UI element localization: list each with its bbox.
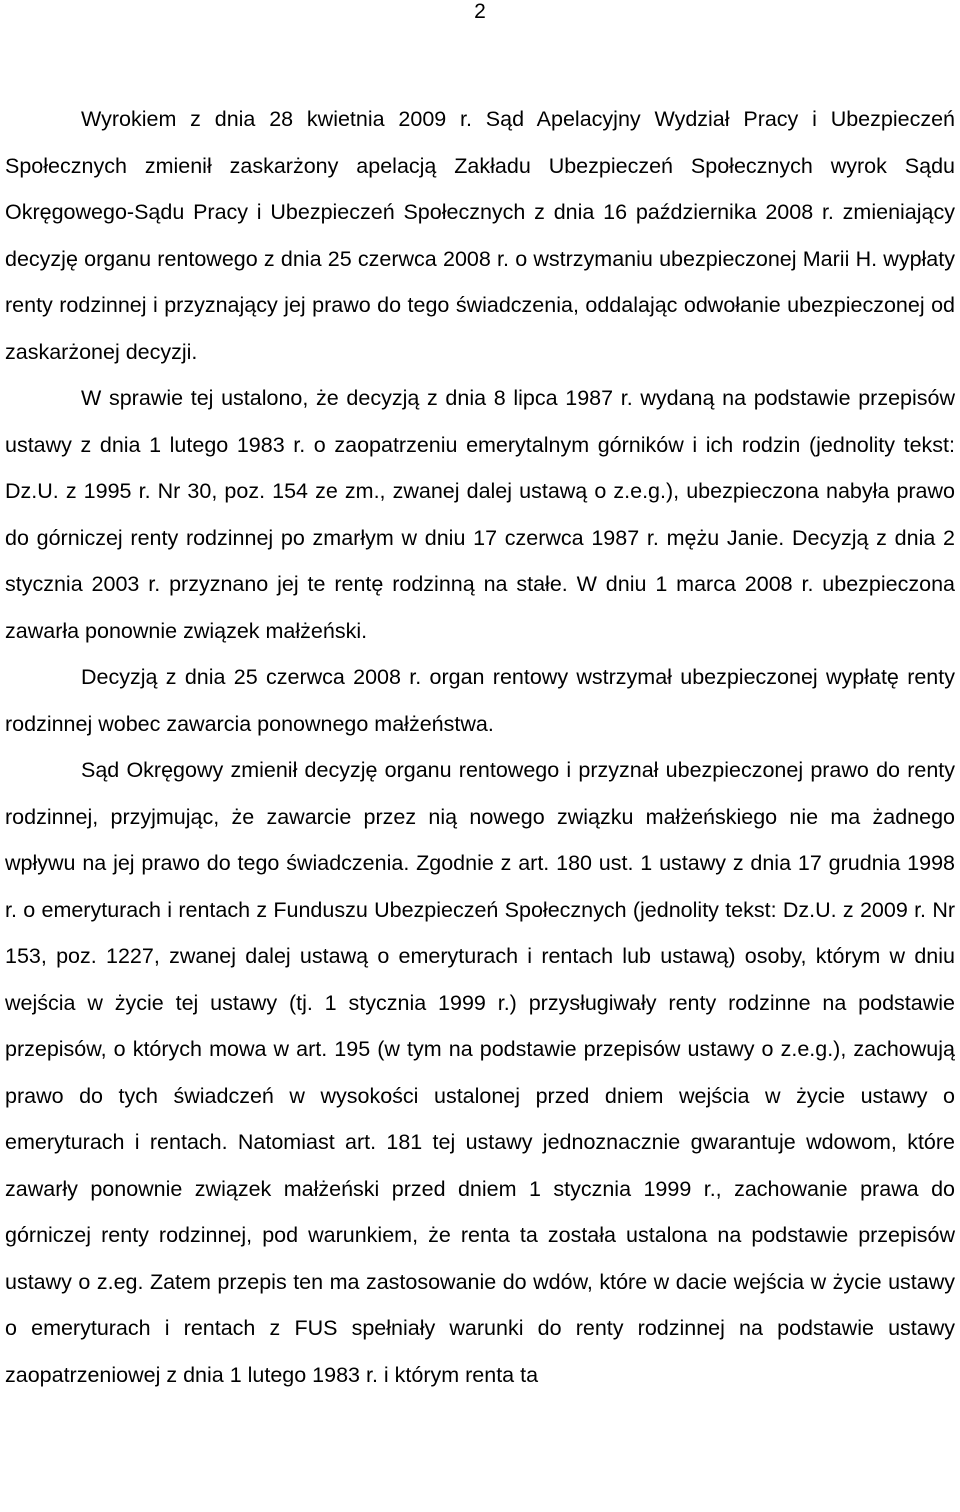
paragraph-judgment: Wyrokiem z dnia 28 kwietnia 2009 r. Sąd Apelacyjny Wydział Pracy i Ubezpieczeń Społecznych zmienił zaskarżony apelacją Zakładu Ubezpieczeń Społecznych wyrok Sądu Okręgowego-Sądu Pracy i Ubezpieczeń Społecznych z dnia 16 października 2008 r. zmieniający decyzję organu rentowego z dnia 25 czerwca 2008 r. o wstrzymaniu ubezpieczonej Marii H. wypłaty renty rodzinnej i przyznający jej prawo do tego świadczenia, oddalając odwołanie ubezpieczonej od zaskarżonej decyzji. (5, 107, 955, 364)
paragraph-decision: Decyzją z dnia 25 czerwca 2008 r. organ rentowy wstrzymał ubezpieczonej wypłatę renty rodzinnej wobec zawarcia ponownego małżeństwa. (5, 665, 955, 736)
paragraph-facts: W sprawie tej ustalono, że decyzją z dnia 8 lipca 1987 r. wydaną na podstawie przepisów ustawy z dnia 1 lutego 1983 r. o zaopatrzeniu emerytalnym górników i ich rodzin (jednolity tekst: Dz.U. z 1995 r. Nr 30, poz. 154 ze zm., zwanej dalej ustawą o z.e.g.), ubezpieczona nabyła prawo do górniczej renty rodzinnej po zmarłym w dniu 17 czerwca 1987 r. mężu Janie. Decyzją z dnia 2 stycznia 2003 r. przyznano jej te rentę rodzinną na stałe. W dniu 1 marca 2008 r. ubezpieczona zawarła ponownie związek małżeński. (5, 386, 955, 643)
document-body (5, 96, 955, 1398)
paragraph-district-court: Sąd Okręgowy zmienił decyzję organu rentowego i przyznał ubezpieczonej prawo do renty rodzinnej, przyjmując, że zawarcie przez nią nowego związku małżeńskiego nie ma żadnego wpływu na jej prawo do tego świadczenia. Zgodnie z art. 180 ust. 1 ustawy z dnia 17 grudnia 1998 r. o emeryturach i rentach z Funduszu Ubezpieczeń Społecznych (jednolity tekst: Dz.U. z 2009 r. Nr 153, poz. 1227, zwanej dalej ustawą o emeryturach i rentach lub ustawą) osoby, którym w dniu wejścia w życie tej ustawy (tj. 1 stycznia 1999 r.) przysługiwały renty rodzinne na podstawie przepisów, o których mowa w art. 195 (w tym na podstawie przepisów ustawy o z.e.g.), zachowują prawo do tych świadczeń w wysokości ustalonej przed dniem wejścia w życie ustawy o emeryturach i rentach. Natomiast art. 181 tej ustawy jednoznacznie gwarantuje wdowom, które zawarły ponownie związek małżeński przed dniem 1 stycznia 1999 r., zachowanie prawa do górniczej renty rodzinnej, pod warunkiem, że renta ta została ustalona na podstawie przepisów ustawy o z.eg. Zatem przepis ten ma zastosowanie do wdów, które w dacie wejścia w życie ustawy o emeryturach i rentach z FUS spełniały warunki do renty rodzinnej na podstawie ustawy zaopatrzeniowej z dnia 1 lutego 1983 r. i którym renta ta (5, 758, 955, 1387)
page-number: 2 (474, 0, 486, 23)
